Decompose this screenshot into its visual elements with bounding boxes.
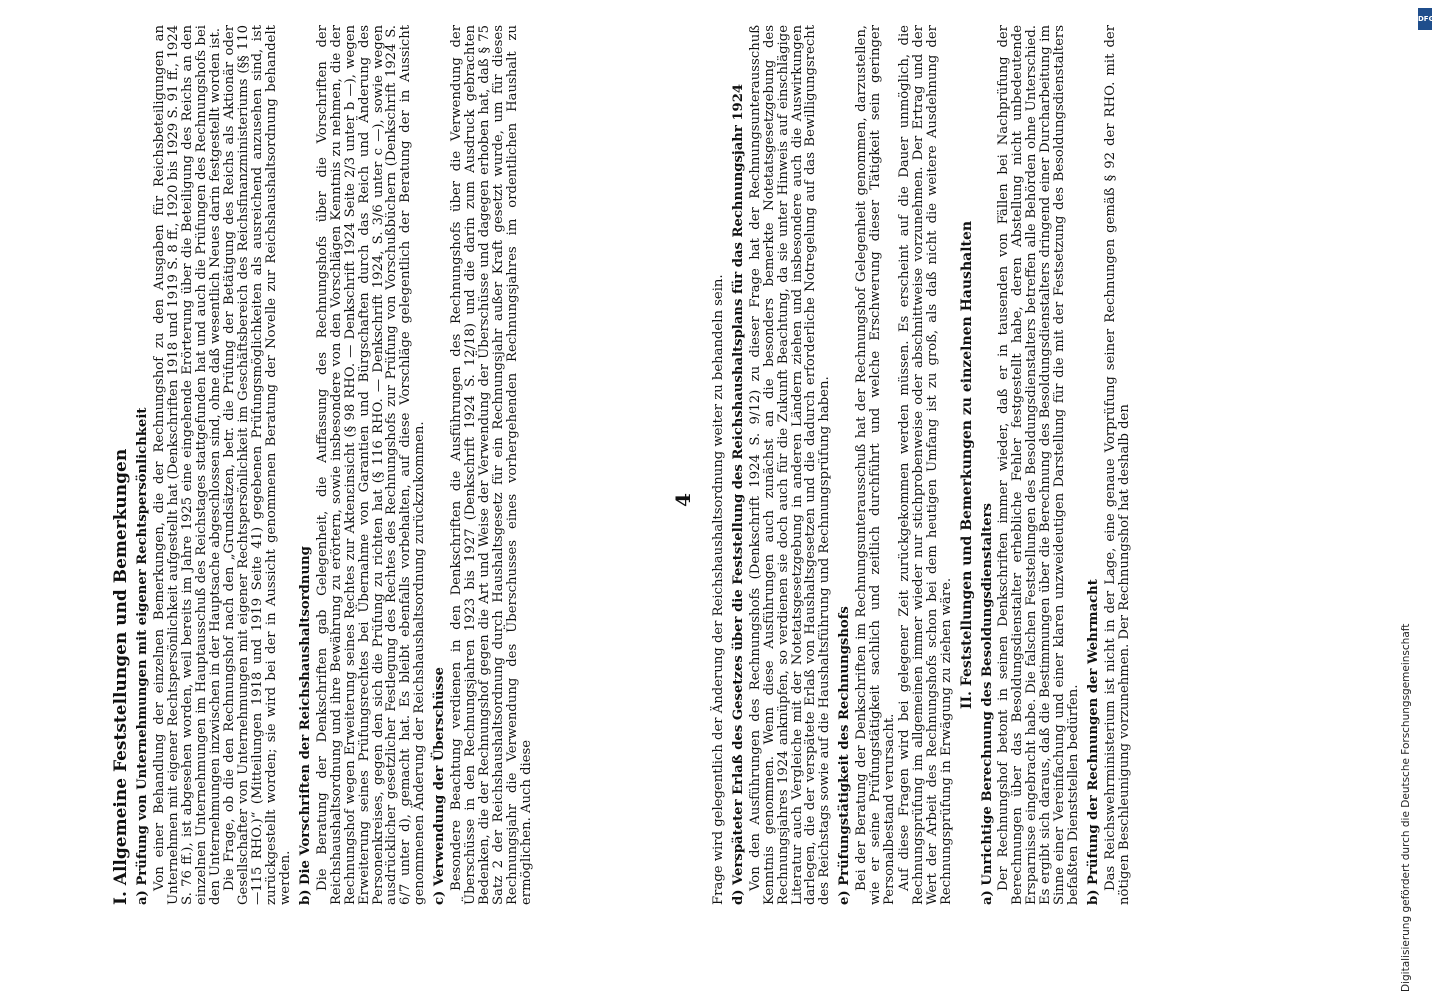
subsection-ii-b-title: b) Prüfung der Rechnungen der Wehrmacht xyxy=(1085,579,1101,905)
page-number: 4 xyxy=(670,493,695,507)
paragraph: Auf diese Fragen wird bei gelegener Zeit zurückgekommen werden müssen. Es erscheint auf die Dauer unmöglich, die Rechnungsprüfung im allgemeinen immer wieder nur stichprobenweise oder abschnittweise vorzunehmen. Der Ertrag und der Wert der Arbeit des Rechnungshofs schon bei dem heutigen Umfang ist zu groß, als daß nicht die weitere Ausdehnung der Rechnungsprüfung in Erwägung zu ziehen wäre. xyxy=(896,25,954,905)
subsection-b-title: b) Die Vorschriften der Reichshaushaltsordnung xyxy=(297,546,313,905)
paragraph: Die Frage, ob die den Rechnungshof nach den „Grundsätzen, betr. die Prüfung der Betätigung des Reichs als Aktionär oder Gesellschafter von Unternehmungen mit eigener Rechtspersönlichkeit im Geschäftsbereich des Reichsfinanzministeriums (§§ 110—115 RHO.)“ (Mitteilungen 1918 und 1919 Seite 41) gegebenen Prüfungsmöglichkeiten als ausreichend anzusehen sind, ist zurückgestellt worden; sie wird bei der in Aussicht genommenen Beratung der Novelle zur Reichshaushaltsordnung behandelt werden. xyxy=(222,25,294,905)
credit-text: Digitalisierung gefördert durch die Deutsche Forschungsgemeinschaft xyxy=(1400,623,1412,992)
subsection-ii-a-title: a) Unrichtige Berechnung des Besoldungsdienstalters xyxy=(979,503,995,905)
paragraph: Das Reichswehrministerium ist nicht in der Lage, eine genaue Vorprüfung seiner Rechnungen gemäß § 92 der RHO. mit der nötigen Beschleunigung vorzunehmen. Der Rechnungshof hat deshalb den xyxy=(1102,25,1132,905)
paragraph: Von einer Behandlung der einzelnen Bemerkungen, die der Rechnungshof zu den Ausgaben für Reichsbeteiligungen an Unternehmen mit eigener Rechtspersönlichkeit aufgestellt hat (Denkschriften 1918 und 1919 S. 8 ff., 1920 bis 1929 S. 91 ff., 1924 S. 76 ff.), ist abgesehen worden, weil bereits im Jahre 1925 eine eingehende Erörterung über die Beteiligung des Reichs an den einzelnen Unternehmungen im Hauptausschuß des Reichstages stattgefunden hat und auch die Prüfungen des Rechnungshofs bei den Unternehmungen inzwischen in der Hauptsache abgeschlossen sind, ohne daß wesentlich Neues darin festgestellt worden ist. xyxy=(151,25,223,905)
paragraph: Der Rechnungshof betont in seinen Denkschriften immer wieder, daß er in tausenden von Fällen bei Nachprüfung der Berechnungen über das Besoldungsdienstalter erhebliche Fehler festgestellt habe, deren Abstellung nicht unbedeutende Ersparnisse eingebracht habe. Die falschen Feststellungen des Besoldungsdienstalters betreffen alle Behörden ohne Unterschied. Es ergibt sich daraus, daß die Bestimmungen über die Berechnung des Besoldungsdienstalters dringend einer Durcharbeitung im Sinne einer Vereinfachung und einer klaren unzweideutigen Darstellung für die mit der Festsetzung des Besoldungsdienstalters befaßten Dienststellen bedürfen. xyxy=(996,25,1081,905)
credit-line xyxy=(1400,32,1420,992)
dfg-logo: DFG xyxy=(1418,8,1432,30)
paragraph: Bei der Beratung der Denkschriften im Rechnungsunterausschuß hat der Rechnungshof Gelegenheit genommen, darzustellen, wie er seine Prüfungstätigkeit sachlich und zeitlich durchführt und welche Erschwerung dieser Tätigkeit sein geringer Personalbestand verursacht. xyxy=(854,25,897,905)
subsection-c-title: c) Verwendung der Überschüsse xyxy=(432,667,448,905)
right-column xyxy=(712,25,1297,905)
subsection-d-title: d) Verspäteter Erlaß des Gesetzes über die Feststellung des Reichshaushaltsplans für das Rechnungsjahr 1924 xyxy=(730,83,746,905)
paragraph: Besondere Beachtung verdienen in den Denkschriften die Ausführungen des Rechnungshofs über die Verwendung der Überschüsse in den Rechnungsjahren 1923 bis 1927 (Denkschrift 1924 S. 12/18) und die darin zum Ausdruck gebrachten Bedenken, die der Rechnungshof gegen die Art und Weise der Verwendung der Überschüsse und dagegen erhoben hat, daß § 75 Satz 2 der Reichshaushaltsordnung durch Haushaltsgesetz für ein Rechnungsjahr außer Kraft gesetzt wurde, um für dieses Rechnungsjahr die Verwendung des Überschusses eines vorhergehenden Rechnungsjahres im ordentlichen Haushalt zu ermöglichen. Auch diese xyxy=(449,25,534,905)
paragraph: Die Beratung der Denkschriften gab Gelegenheit, die Auffassung des Rechnungshofs über die Vorschriften der Reichshaushaltsordnung und ihre Bewährung zu erörtern, sowie insbesondere von den Vorschlägen Kenntnis zu nehmen, die der Rechnungshof wegen Erweiterung seines Rechtes zur Aktenεinsicht (§ 98 RHO. — Denkschrift 1924 Seite 2/3 unter b —), wegen Erweiterung seines Prüfungsrechtes bei Übernahme von Garantien und Bürgschaften durch das Reich und Änderung des Personenkreises, gegen den sich die Prüfung zu richten hat (§ 116 RHO. — Denkschrift 1924, S. 3/6 unter c —), sowie wegen ausdrücklicher gesetzlicher Festlegung des Rechtes des Rechnungshofs zur Prüfung von Vorschußbüchern (Denkschrift 1924 S. 6/7 unter d), gemacht hat. Es bleibt ebenfalls vorbehalten, auf diese Vorschläge gelegentlich der Beratung der in Aussicht genommenen Änderung der Reichshaushaltsordnung zurückzukommen. xyxy=(314,25,428,905)
paragraph: Von den Ausführungen des Rechnungshofs (Denkschrift 1924 S. 9/12) zu dieser Frage hat der Rechnungsunterausschuß Kenntnis genommen. Wenn diese Ausführungen auch zunächst an die besonders bemerkte Notetatsgesetzgebung des Rechnungsjahres 1924 anknüpfen, so verdienen sie doch auch für die Zukunft Beachtung, da sie unter Hinweis auf einschlägige Literatur auch Vergleiche mit der Notetatsgesetzgebung in anderen Ländern ziehen und insbesondere auch die Auswirkungen darlegen, die der verspätete Erlaß von Haushaltsgesetzen und die dadurch erforderliche Notregelung auf das Bewilligungsrecht des Reichstags sowie auf die Haushaltsführung und Rechnungsprüfung haben. xyxy=(747,25,833,905)
subsection-e-title: e) Prüfungstätigkeit des Rechnungshofs xyxy=(837,606,853,905)
subsection-a-title: a) Prüfung von Unternehmungen mit eigener Rechtspersönlichkeit xyxy=(135,407,150,905)
left-column xyxy=(112,25,657,905)
paragraph: Frage wird gelegentlich der Änderung der Reichshaushaltsordnung weiter zu behandeln sein. xyxy=(711,274,726,905)
section-heading-1: I. Allgemeine Feststellungen und Bemerkungen xyxy=(111,448,131,905)
section-heading-2: II. Feststellungen und Bemerkungen zu einzelnen Haushalten xyxy=(958,220,975,710)
